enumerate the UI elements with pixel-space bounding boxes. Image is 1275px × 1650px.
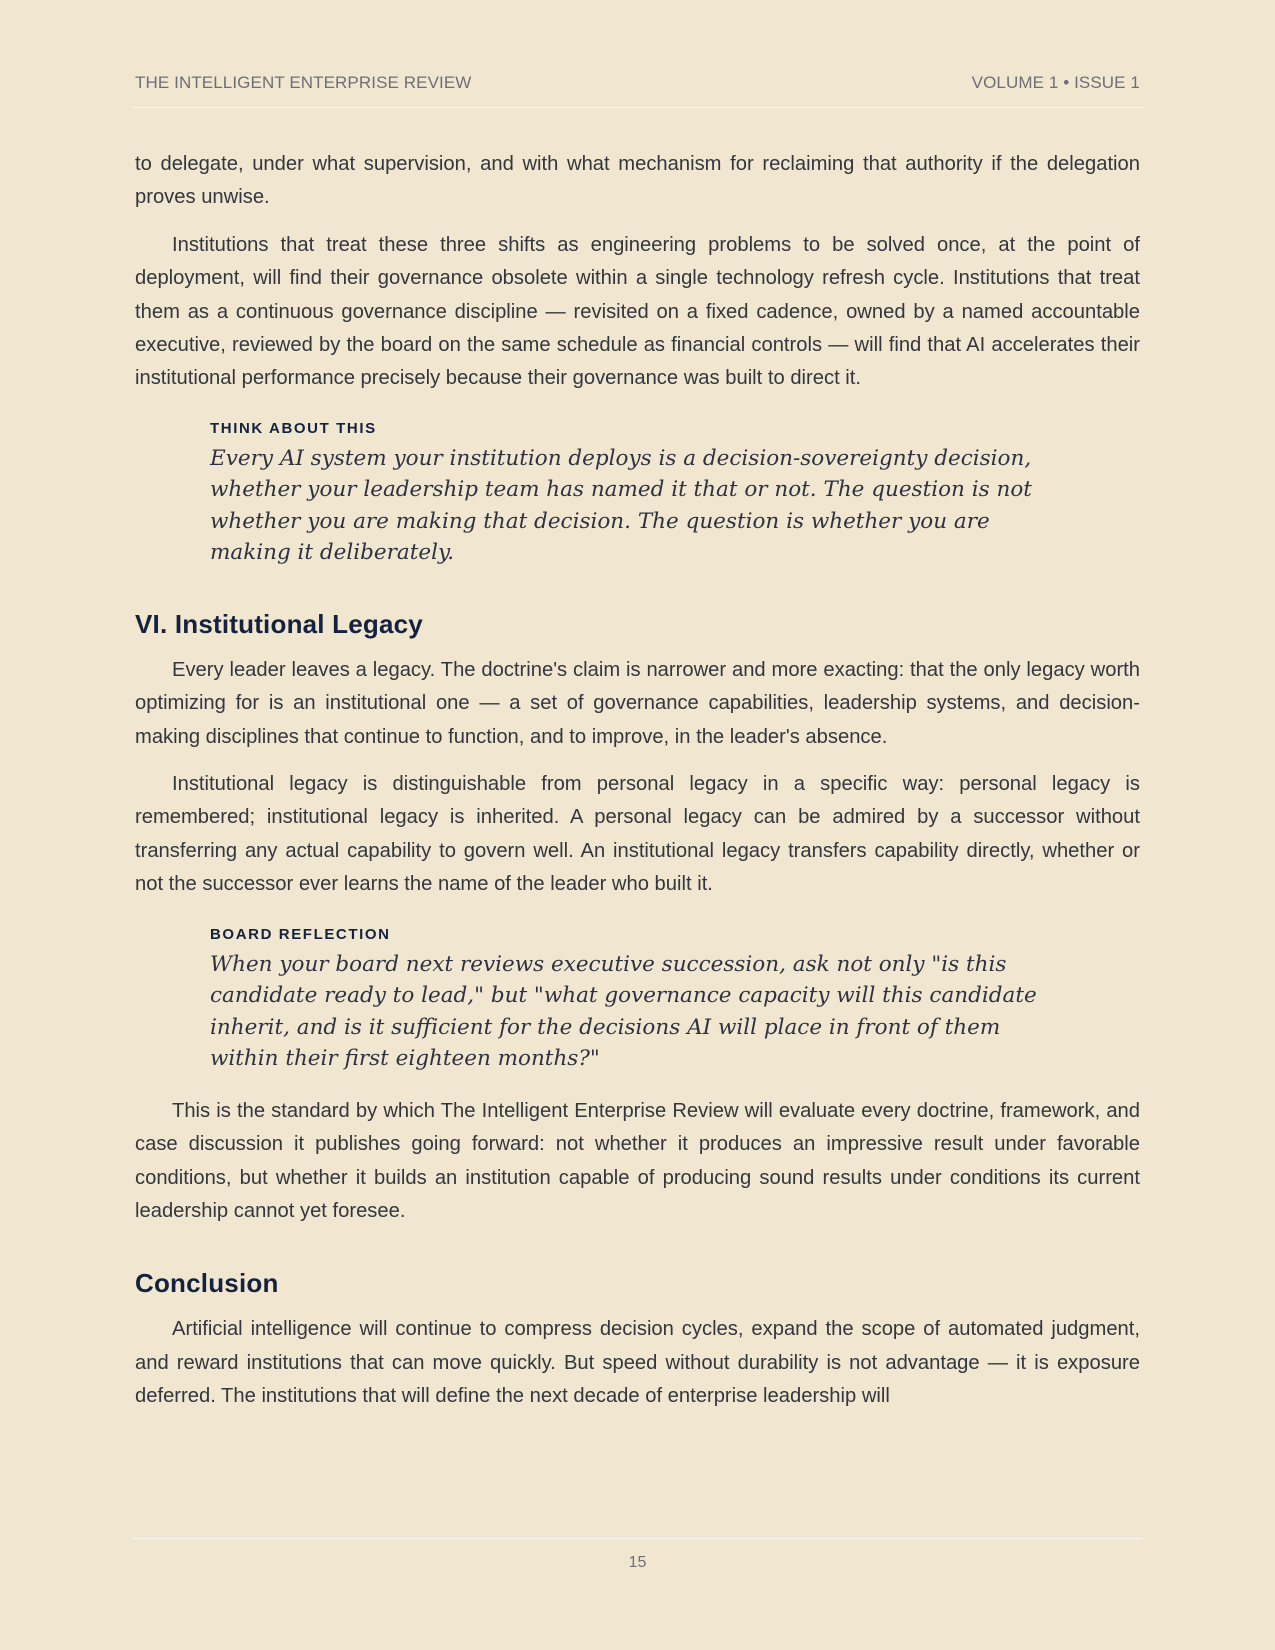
paragraph: Artificial intelligence will continue to compress decision cycles, expand the scope of automated judgment, and reward institutions that can move quickly. But speed without durability is not advantage — it is exposure deferred. The institutions that will define the next decade of enterprise leadership will bbox=[135, 1318, 1140, 1408]
callout-think-about-this bbox=[210, 420, 1070, 569]
callout-board-reflection bbox=[210, 926, 1070, 1075]
footer-divider bbox=[132, 1538, 1143, 1539]
running-header bbox=[135, 73, 1140, 93]
callout-quote: Every AI system your institution deploys is a decision-sovereignty decision, whether your leadership team has named it that or not. The question is not whether you are making that decision. The question is whether you are making it deliberately. bbox=[210, 445, 1032, 566]
document-page bbox=[135, 0, 1140, 1650]
paragraph: Institutional legacy is distinguishable from personal legacy in a specific way: personal legacy is remembered; institutional legacy is inherited. A personal legacy can be admired by a successor without transferring any actual capability to govern well. An institutional legacy transfers capability directly, whether or not the successor ever learns the name of the leader who built it. bbox=[135, 773, 1140, 896]
page-number: 15 bbox=[628, 1554, 647, 1571]
paragraph: This is the standard by which The Intelligent Enterprise Review will evaluate every doctrine, framework, and case discussion it publishes going forward: not whether it produces an impressive result under favorable conditions, but whether it builds an institution capable of producing sound results under conditions its current leadership cannot yet foresee. bbox=[135, 1099, 1140, 1222]
header-divider bbox=[132, 107, 1143, 108]
section-heading-conclusion: Conclusion bbox=[135, 1268, 279, 1299]
callout-label: THINK ABOUT THIS bbox=[210, 419, 377, 437]
section-heading: VI. Institutional Legacy bbox=[135, 608, 423, 639]
paragraph: Institutions that treat these three shifts as engineering problems to be solved once, at the point of deployment, will find their governance obsolete within a single technology refresh cycle. Institutions that treat them as a continuous governance discipline — revisited on a fixed cadence, owned by a named accountable executive, reviewed by the board on the same schedule as financial controls — will find that AI accelerates their institutional performance precisely because their governance was built to direct it. bbox=[135, 233, 1140, 390]
publication-title: THE INTELLIGENT ENTERPRISE REVIEW bbox=[135, 73, 472, 92]
paragraph-continuation: to delegate, under what supervision, and with what mechanism for reclaiming that authority if the delegation proves unwise. bbox=[135, 153, 1140, 209]
paragraph: Every leader leaves a legacy. The doctrine's claim is narrower and more exacting: that the only legacy worth optimizing for is an institutional one — a set of governance capabilities, leadership systems, and decision-making disciplines that continue to function, and to improve, in the leader's absence. bbox=[135, 658, 1140, 748]
article-body bbox=[135, 148, 1140, 1428]
callout-quote: When your board next reviews executive succession, ask not only "is this candidate ready to lead," but "what governance capacity will this candidate inherit, and is it sufficient for the decisions AI will place in front of them within their first eighteen months?" bbox=[210, 951, 1037, 1072]
issue-label: VOLUME 1 • ISSUE 1 bbox=[971, 73, 1140, 92]
callout-label: BOARD REFLECTION bbox=[210, 925, 391, 943]
